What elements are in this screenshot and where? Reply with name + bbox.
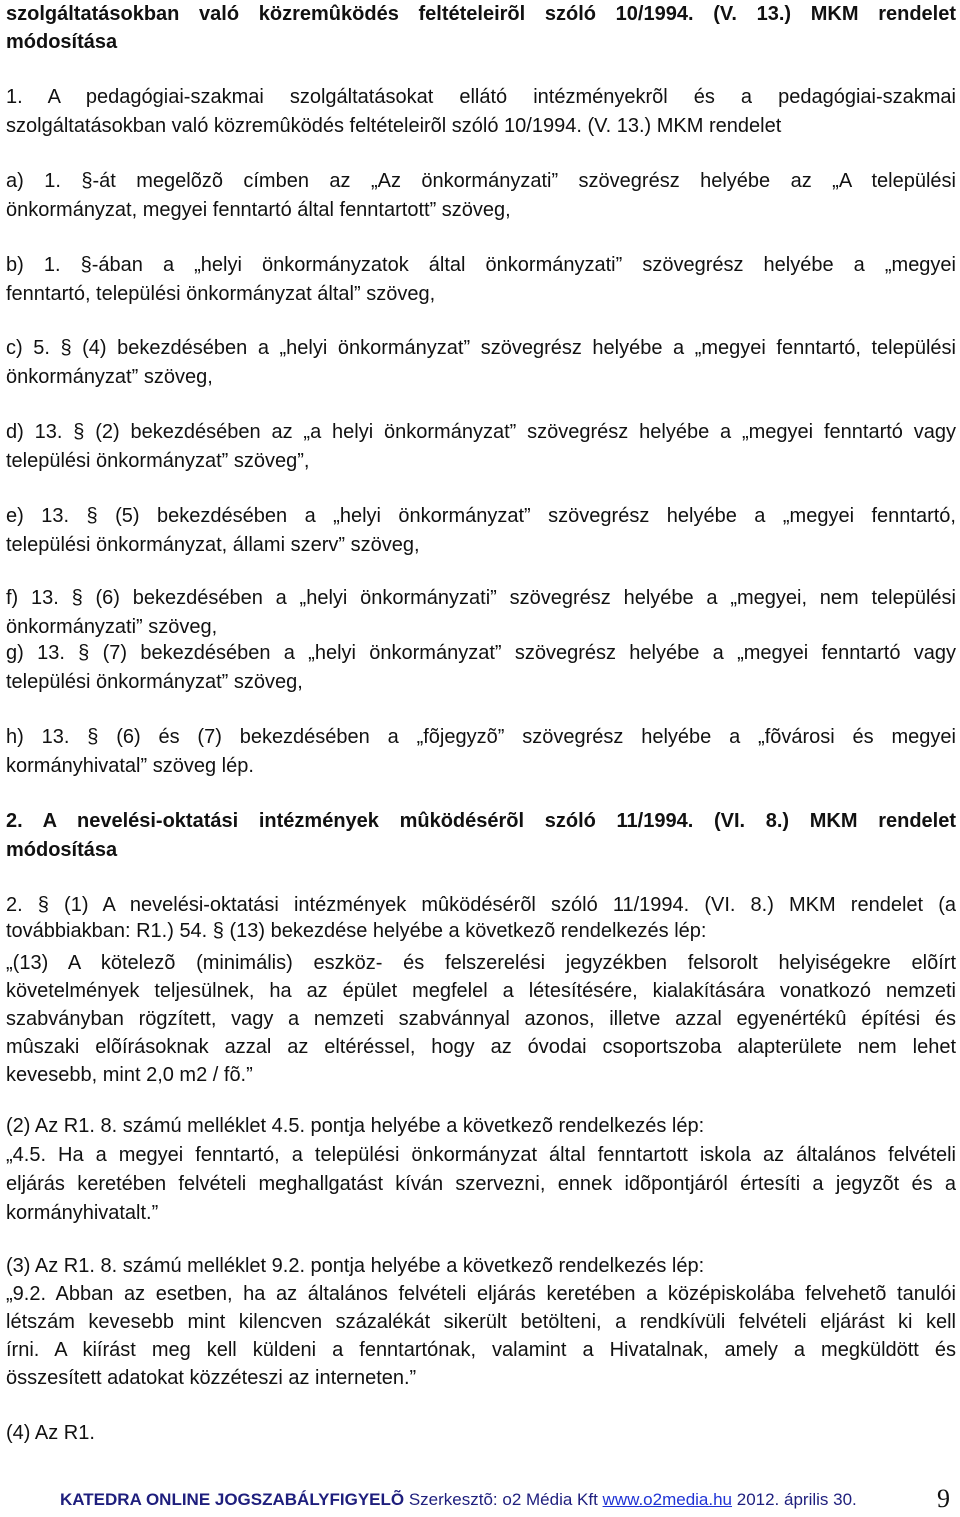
para-line: követelmények teljesülnek, ha az épület megfelel a létesítésére, kialakítására vonatkozó nemzeti: [6, 980, 956, 1002]
page-number: 9: [937, 1484, 950, 1513]
para-line: (4) Az R1.: [6, 1422, 95, 1444]
para-line: f) 13. § (6) bekezdésében a „helyi önkormányzati” szövegrész helyébe a „megyei, nem települési: [6, 587, 956, 609]
para-line: szolgáltatásokban való közremûködés feltételeirõl szóló 10/1994. (V. 13.) MKM rendelet: [6, 115, 782, 137]
para-line: d) 13. § (2) bekezdésében az „a helyi önkormányzat” szövegrész helyébe a „megyei fenntartó vagy: [6, 421, 956, 443]
para-line: c) 5. § (4) bekezdésében a „helyi önkormányzat” szövegrész helyébe a „megyei fenntartó, települési: [6, 337, 956, 359]
para-line: önkormányzat, megyei fenntartó által fenntartott” szöveg,: [6, 199, 511, 221]
para-line: települési önkormányzat, állami szerv” szöveg,: [6, 534, 420, 556]
heading-1-line: szolgáltatásokban való közremûködés feltételeirõl szóló 10/1994. (V. 13.) MKM rendelet: [6, 3, 956, 25]
para-line: kevesebb, mint 2,0 m2 / fõ.”: [6, 1064, 253, 1086]
para-line: „9.2. Abban az esetben, ha az általános felvételi eljárás keretében a középiskolába felvehetõ tanulói: [6, 1283, 956, 1305]
footer-publisher: KATEDRA ONLINE JOGSZABÁLYFIGYELÕ: [60, 1490, 405, 1509]
para-line: e) 13. § (5) bekezdésében a „helyi önkormányzat” szövegrész helyébe a „megyei fenntartó,: [6, 505, 956, 527]
footer-editor: Szerkesztõ: o2 Média Kft: [404, 1490, 603, 1509]
para-line: önkormányzati” szöveg,: [6, 616, 218, 638]
para-line: g) 13. § (7) bekezdésében a „helyi önkormányzat” szövegrész helyébe a „megyei fenntartó vagy: [6, 642, 956, 664]
para-line: önkormányzat” szöveg,: [6, 366, 213, 388]
para-line: „4.5. Ha a megyei fenntartó, a települési önkormányzat által fenntartott iskola az általános felvételi: [6, 1144, 956, 1166]
para-line: b) 1. §-ában a „helyi önkormányzatok által önkormányzati” szövegrész helyébe a „megyei: [6, 254, 956, 276]
heading-2-line: 2. A nevelési-oktatási intézmények mûködésérõl szóló 11/1994. (VI. 8.) MKM rendelet: [6, 810, 956, 832]
para-line: fenntartó, települési önkormányzat által” szöveg,: [6, 283, 436, 305]
para-line: kormányhivatal” szöveg lép.: [6, 755, 254, 777]
para-line: a) 1. §-át megelõzõ címben az „Az önkormányzati” szövegrész helyébe az „A települési: [6, 170, 956, 192]
para-line: eljárás keretében felvételi meghallgatást kíván szervezni, ennek idõpontjáról értesíti a jegyzõt és a: [6, 1173, 956, 1195]
para-line: mûszaki elõírásoknak azzal az eltéréssel, hogy az óvodai csoportszoba alapterülete nem lehet: [6, 1036, 956, 1058]
para-line: (3) Az R1. 8. számú melléklet 9.2. pontja helyébe a következõ rendelkezés lép:: [6, 1255, 705, 1277]
page-footer: [60, 1486, 860, 1514]
para-line: összesített adatokat közzéteszi az interneten.”: [6, 1367, 417, 1389]
heading-1-line: módosítása: [6, 31, 118, 53]
para-line: létszám kevesebb mint kilencven százalékát sikerült betölteni, a rendkívüli felvételi eljárást ki kell: [6, 1311, 956, 1333]
para-line: 2. § (1) A nevelési-oktatási intézmények mûködésérõl szóló 11/1994. (VI. 8.) MKM rendelet (a: [6, 894, 956, 916]
para-line: írni. A kiírást meg kell küldeni a fenntartónak, valamint a Hivatalnak, amely a megküldött és: [6, 1339, 956, 1361]
para-line: települési önkormányzat” szöveg,: [6, 671, 303, 693]
para-line: szabványban rögzített, vagy a nemzeti szabvánnyal azonos, illetve azzal egyenértékû építési és: [6, 1008, 956, 1030]
para-line: (2) Az R1. 8. számú melléklet 4.5. pontja helyébe a következõ rendelkezés lép:: [6, 1115, 705, 1137]
para-line: továbbiakban: R1.) 54. § (13) bekezdése helyébe a következõ rendelkezés lép:: [6, 920, 707, 942]
para-line: települési önkormányzat” szöveg”,: [6, 450, 310, 472]
heading-2-line: módosítása: [6, 839, 118, 861]
para-line: „(13) A kötelezõ (minimális) eszköz- és felszerelési jegyzékben felsorolt helyiségekre elõírt: [6, 952, 956, 974]
footer-website-link[interactable]: www.o2media.hu: [602, 1490, 733, 1509]
para-line: kormányhivatalt.”: [6, 1202, 159, 1224]
footer-date: 2012. április 30.: [732, 1490, 857, 1509]
para-line: 1. A pedagógiai-szakmai szolgáltatásokat ellátó intézményekrõl és a pedagógiai-szakmai: [6, 86, 956, 108]
para-line: h) 13. § (6) és (7) bekezdésében a „fõjegyzõ” szövegrész helyébe a „fõvárosi és megyei: [6, 726, 956, 748]
